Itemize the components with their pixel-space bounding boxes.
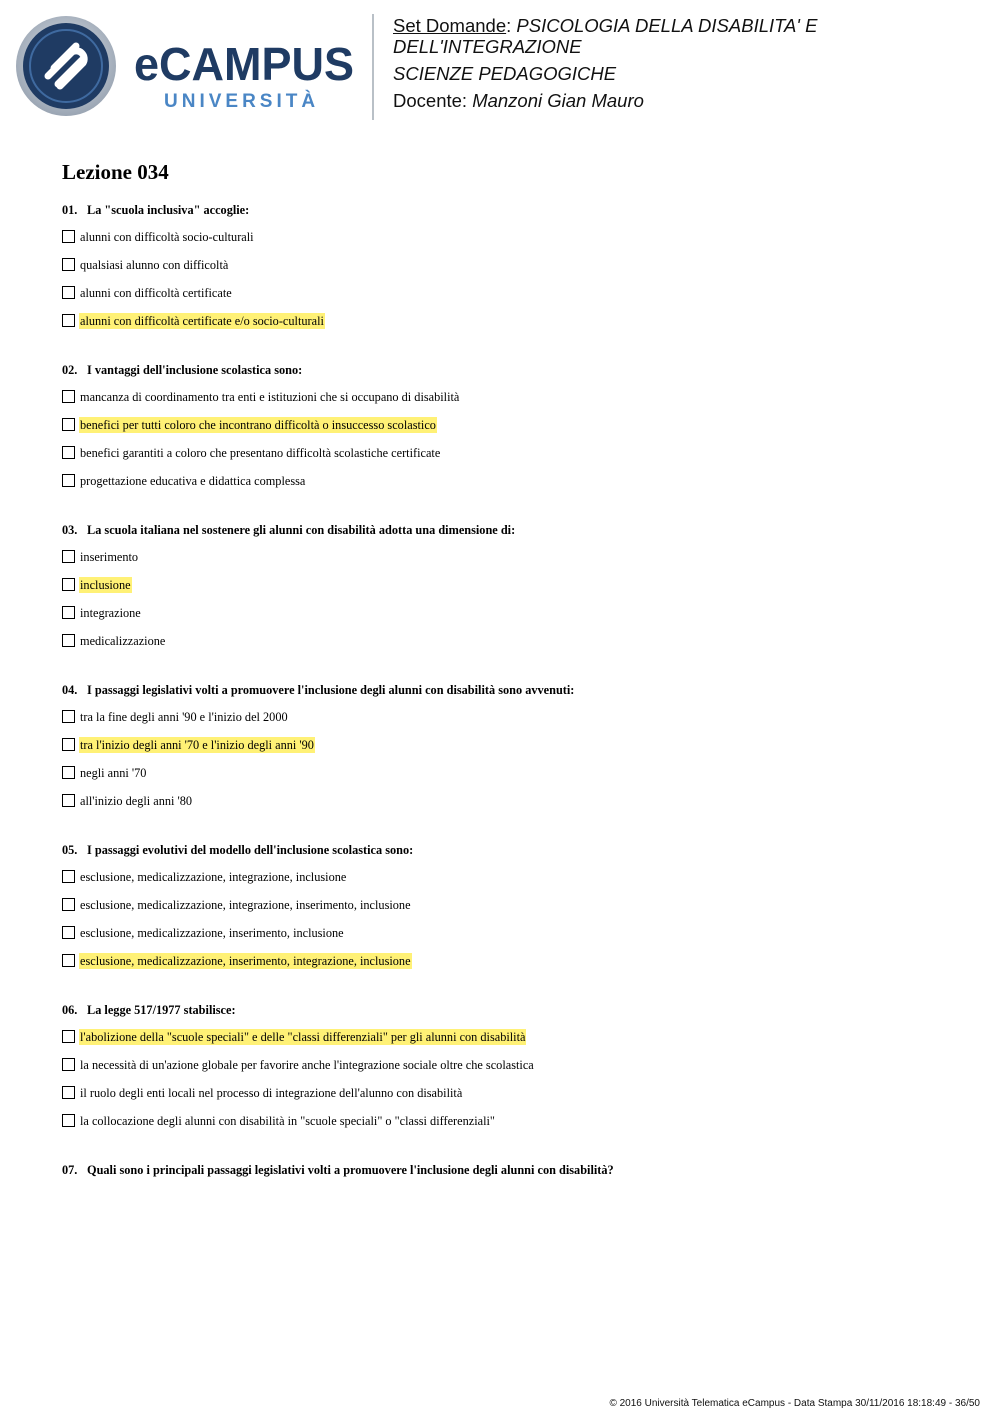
question-text [62, 362, 962, 379]
answer-option[interactable] [62, 473, 962, 501]
answer-checkbox[interactable] [62, 766, 75, 779]
question-text [62, 842, 962, 859]
answer-option[interactable] [62, 737, 962, 765]
answer-text: all'inizio degli anni '80 [80, 794, 193, 808]
teacher [393, 90, 983, 111]
question-text [62, 1162, 962, 1179]
question-label: La legge 517/1977 stabilisce: [87, 1003, 236, 1017]
answer-option[interactable] [62, 793, 962, 821]
answer-option[interactable] [62, 313, 962, 341]
answer-checkbox[interactable] [62, 286, 75, 299]
set-label: Set Domande [393, 15, 507, 36]
question-number: 07. [62, 1163, 78, 1177]
question-block [62, 842, 962, 981]
answer-option[interactable] [62, 549, 962, 577]
course-name-1: PSICOLOGIA DELLA DISABILITA' E [516, 15, 818, 36]
answer-option[interactable] [62, 389, 962, 417]
answer-option[interactable] [62, 709, 962, 737]
answer-text: progettazione educativa e didattica complessa [80, 474, 306, 488]
answer-checkbox[interactable] [62, 314, 75, 327]
question-label: La scuola italiana nel sostenere gli alunni con disabilità adotta una dimensione di: [87, 523, 516, 537]
question-label: La "scuola inclusiva" accoglie: [87, 203, 250, 217]
answer-option[interactable] [62, 765, 962, 793]
page-footer: © 2016 Università Telematica eCampus - Data Stampa 30/11/2016 18:18:49 - 36/50 [609, 1398, 980, 1409]
answer-option[interactable] [62, 869, 962, 897]
answer-text: negli anni '70 [80, 766, 147, 780]
header-divider [372, 14, 374, 120]
answer-checkbox[interactable] [62, 550, 75, 563]
question-text [62, 682, 962, 699]
course-name-2: DELL'INTEGRAZIONE [393, 36, 582, 57]
answer-checkbox[interactable] [62, 634, 75, 647]
answer-option[interactable] [62, 605, 962, 633]
question-block [62, 1162, 962, 1179]
answer-checkbox[interactable] [62, 390, 75, 403]
answer-checkbox[interactable] [62, 1114, 75, 1127]
question-block [62, 522, 962, 661]
answer-option[interactable] [62, 417, 962, 445]
answer-text: il ruolo degli enti locali nel processo di integrazione dell'alunno con disabilità [80, 1086, 463, 1100]
question-number: 06. [62, 1003, 78, 1017]
question-number: 05. [62, 843, 78, 857]
answer-checkbox[interactable] [62, 710, 75, 723]
course-title: Set Domande: PSICOLOGIA DELLA DISABILITA' E DELL'INTEGRAZIONE [393, 15, 818, 57]
answer-option[interactable] [62, 1057, 962, 1085]
answer-checkbox[interactable] [62, 258, 75, 271]
answer-option[interactable] [62, 1113, 962, 1141]
answer-checkbox[interactable] [62, 926, 75, 939]
answer-option[interactable] [62, 577, 962, 605]
question-number: 02. [62, 363, 78, 377]
answer-text-highlighted: l'abolizione della "scuole speciali" e delle "classi differenziali" per gli alunni con disabilità [80, 1030, 526, 1044]
ecampus-logo [14, 14, 359, 118]
question-list [62, 202, 962, 1200]
answer-text: alunni con difficoltà socio-culturali [80, 230, 254, 244]
answer-text: tra la fine degli anni '90 e l'inizio del 2000 [80, 710, 288, 724]
question-label: Quali sono i principali passaggi legislativi volti a promuovere l'inclusione degli alunni con disabilità? [87, 1163, 614, 1177]
answer-text: esclusione, medicalizzazione, inserimento, inclusione [80, 926, 344, 940]
answer-text: esclusione, medicalizzazione, integrazione, inserimento, inclusione [80, 898, 411, 912]
page-header [0, 0, 1000, 130]
answer-checkbox[interactable] [62, 1086, 75, 1099]
answer-text: mancanza di coordinamento tra enti e istituzioni che si occupano di disabilità [80, 390, 460, 404]
question-label: I vantaggi dell'inclusione scolastica sono: [87, 363, 303, 377]
faculty: SCIENZE PEDAGOGICHE [393, 63, 617, 84]
answer-text-highlighted: tra l'inizio degli anni '70 e l'inizio degli anni '90 [80, 738, 314, 752]
question-block [62, 682, 962, 821]
answer-text: la collocazione degli alunni con disabilità in "scuole speciali" o "classi differenziali" [80, 1114, 495, 1128]
answer-checkbox[interactable] [62, 738, 75, 751]
answer-option[interactable] [62, 257, 962, 285]
answer-checkbox[interactable] [62, 1058, 75, 1071]
question-label: I passaggi legislativi volti a promuovere l'inclusione degli alunni con disabilità sono avvenuti: [87, 683, 575, 697]
answer-option[interactable] [62, 285, 962, 313]
question-number: 01. [62, 203, 78, 217]
answer-checkbox[interactable] [62, 870, 75, 883]
course-info [393, 15, 983, 111]
answer-text: alunni con difficoltà certificate [80, 286, 232, 300]
answer-option[interactable] [62, 1085, 962, 1113]
answer-text: benefici garantiti a coloro che presentano difficoltà scolastiche certificate [80, 446, 441, 460]
answer-option[interactable] [62, 229, 962, 257]
question-text [62, 1002, 962, 1019]
answer-text: integrazione [80, 606, 141, 620]
answer-text-highlighted: alunni con difficoltà certificate e/o socio-culturali [80, 314, 324, 328]
answer-checkbox[interactable] [62, 578, 75, 591]
logo-subtext: UNIVERSITÀ [164, 91, 320, 112]
answer-checkbox[interactable] [62, 418, 75, 431]
answer-checkbox[interactable] [62, 230, 75, 243]
question-number: 04. [62, 683, 78, 697]
answer-checkbox[interactable] [62, 954, 75, 967]
answer-option[interactable] [62, 633, 962, 661]
answer-checkbox[interactable] [62, 794, 75, 807]
answer-option[interactable] [62, 445, 962, 473]
question-block [62, 362, 962, 501]
answer-checkbox[interactable] [62, 474, 75, 487]
answer-checkbox[interactable] [62, 1030, 75, 1043]
question-text [62, 202, 962, 219]
answer-text: inserimento [80, 550, 139, 564]
lesson-title: Lezione 034 [62, 160, 169, 184]
question-block [62, 202, 962, 341]
question-label: I passaggi evolutivi del modello dell'inclusione scolastica sono: [87, 843, 414, 857]
answer-text-highlighted: esclusione, medicalizzazione, inserimento, integrazione, inclusione [80, 954, 411, 968]
answer-option[interactable] [62, 953, 962, 981]
answer-text: esclusione, medicalizzazione, integrazione, inclusione [80, 870, 347, 884]
answer-text: qualsiasi alunno con difficoltà [80, 258, 229, 272]
answer-text-highlighted: benefici per tutti coloro che incontrano difficoltà o insuccesso scolastico [80, 418, 436, 432]
question-number: 03. [62, 523, 78, 537]
logo-text: eCAMPUS [134, 38, 354, 90]
answer-text-highlighted: inclusione [80, 578, 131, 592]
answer-text: medicalizzazione [80, 634, 166, 648]
answer-option[interactable] [62, 897, 962, 925]
answer-text: la necessità di un'azione globale per favorire anche l'integrazione sociale oltre che scolastica [80, 1058, 534, 1072]
answer-option[interactable] [62, 925, 962, 953]
teacher-label: Docente: [393, 90, 468, 111]
question-text [62, 522, 962, 539]
answer-checkbox[interactable] [62, 898, 75, 911]
answer-checkbox[interactable] [62, 606, 75, 619]
answer-checkbox[interactable] [62, 446, 75, 459]
teacher-name: Manzoni Gian Mauro [472, 90, 644, 111]
question-block [62, 1002, 962, 1141]
answer-option[interactable] [62, 1029, 962, 1057]
